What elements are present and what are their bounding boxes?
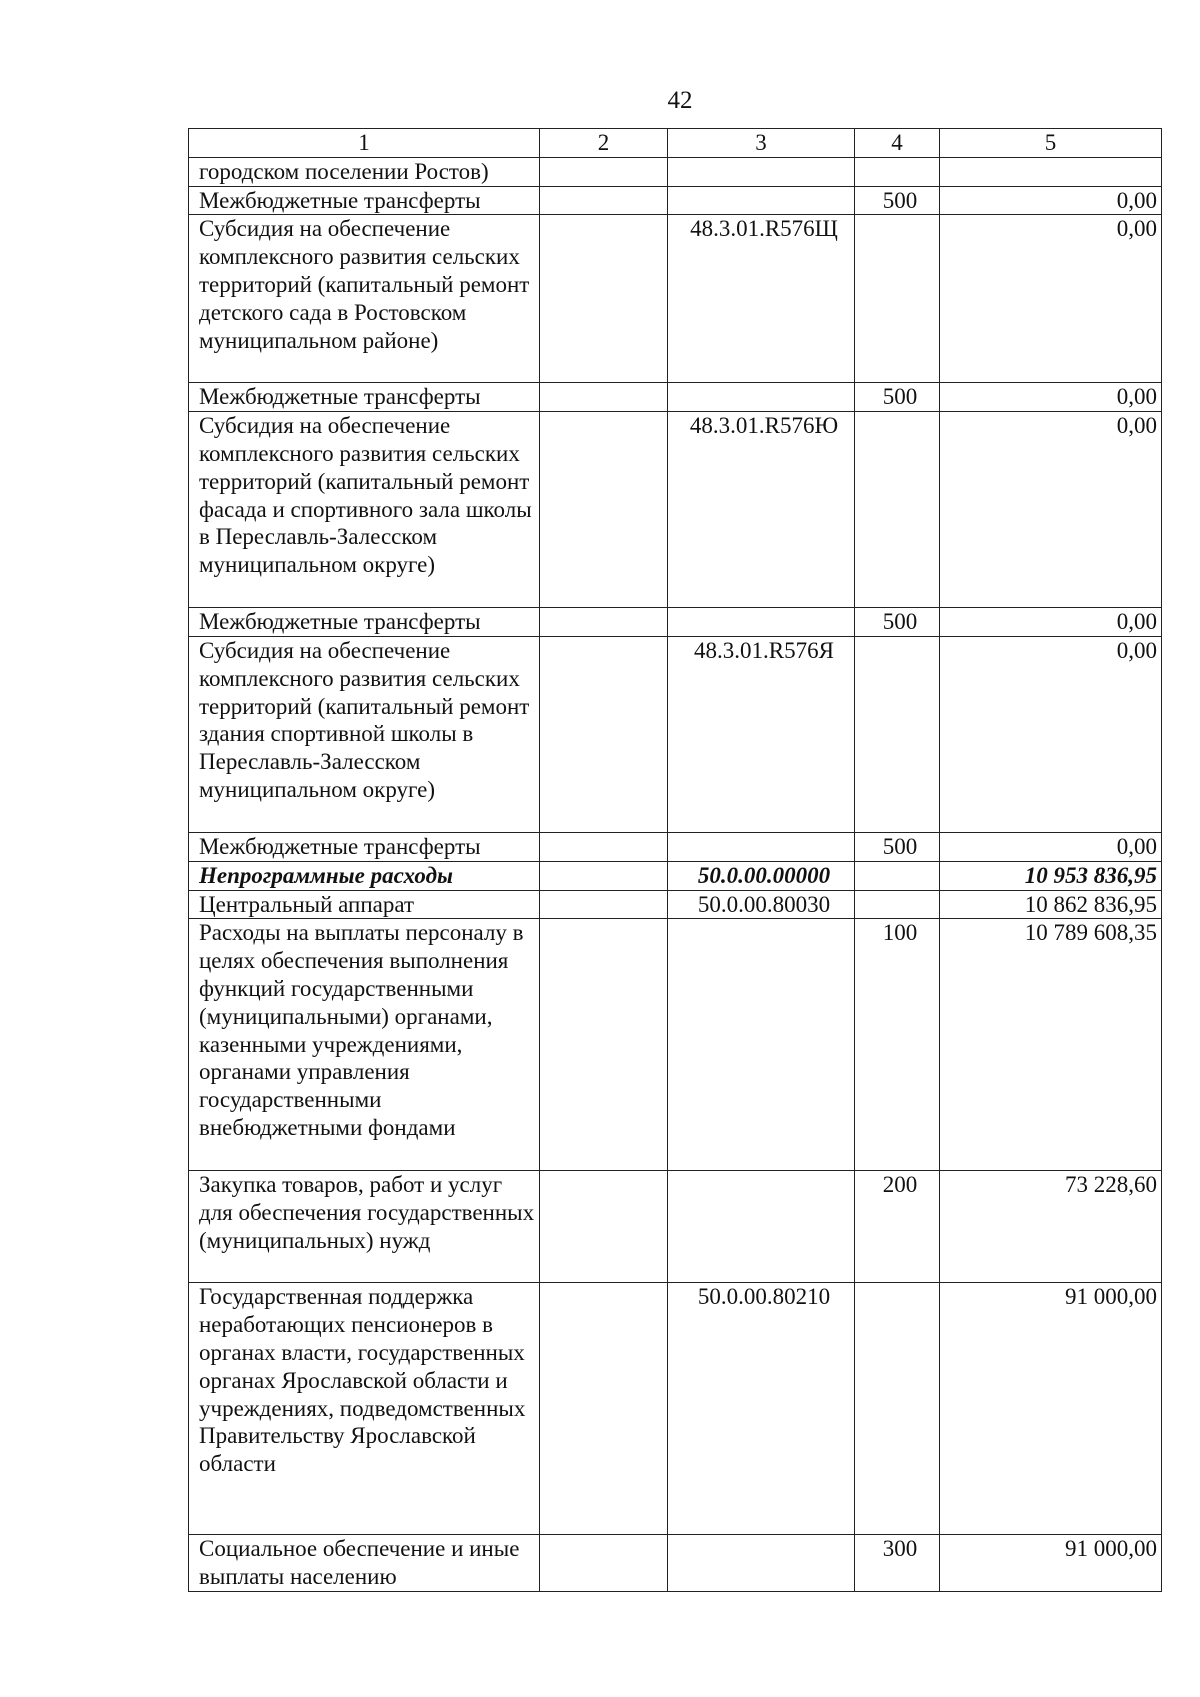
row-code: 48.3.01.R576Ю <box>668 412 855 608</box>
row-col2 <box>540 636 668 832</box>
row-name: Межбюджетные трансферты <box>189 383 540 412</box>
row-amount: 91 000,00 <box>940 1535 1162 1592</box>
row-col2 <box>540 832 668 861</box>
row-code <box>668 383 855 412</box>
row-amount: 91 000,00 <box>940 1283 1162 1535</box>
row-type <box>855 215 940 383</box>
row-name: городском поселении Ростов) <box>189 157 540 186</box>
row-name: Субсидия на обеспечение комплексного развития сельских территорий (капитальный ремонт фасада и спортивного зала школы в Переславль-Залесском муниципальном округе) <box>189 412 540 608</box>
row-amount: 0,00 <box>940 186 1162 215</box>
table-row <box>189 1283 1162 1535</box>
row-name: Центральный аппарат <box>189 890 540 919</box>
column-header-4: 4 <box>855 129 940 158</box>
row-col2 <box>540 919 668 1171</box>
row-code: 50.0.00.80030 <box>668 890 855 919</box>
row-amount: 0,00 <box>940 412 1162 608</box>
row-type <box>855 157 940 186</box>
row-col2 <box>540 186 668 215</box>
row-type <box>855 861 940 890</box>
row-name: Закупка товаров, работ и услуг для обеспечения государственных (муниципальных) нужд <box>189 1171 540 1283</box>
row-code <box>668 1171 855 1283</box>
row-name: Расходы на выплаты персоналу в целях обеспечения выполнения функций государственными (муниципальными) органами, казенными учреждениями, органами управления государственными внебюджетными фондами <box>189 919 540 1171</box>
row-name: Субсидия на обеспечение комплексного развития сельских территорий (капитальный ремонт здания спортивной школы в Переславль-Залесском муниципальном округе) <box>189 636 540 832</box>
table-row <box>189 1535 1162 1592</box>
page-number: 42 <box>667 87 693 114</box>
row-name: Межбюджетные трансферты <box>189 608 540 637</box>
table-row <box>189 383 1162 412</box>
row-amount: 0,00 <box>940 832 1162 861</box>
table-row <box>189 412 1162 608</box>
row-code <box>668 1535 855 1592</box>
row-type <box>855 636 940 832</box>
row-name: Государственная поддержка неработающих пенсионеров в органах власти, государственных органах Ярославской области и учреждениях, подведомственных Правительству Ярославской области <box>189 1283 540 1535</box>
table-row <box>189 890 1162 919</box>
table-row <box>189 832 1162 861</box>
row-type: 100 <box>855 919 940 1171</box>
row-amount: 10 862 836,95 <box>940 890 1162 919</box>
row-col2 <box>540 608 668 637</box>
row-name: Субсидия на обеспечение комплексного развития сельских территорий (капитальный ремонт детского сада в Ростовском муниципальном районе) <box>189 215 540 383</box>
row-type: 500 <box>855 186 940 215</box>
row-col2 <box>540 1535 668 1592</box>
table-row <box>189 157 1162 186</box>
row-type <box>855 1283 940 1535</box>
row-code: 50.0.00.00000 <box>668 861 855 890</box>
row-amount: 73 228,60 <box>940 1171 1162 1283</box>
table-row <box>189 186 1162 215</box>
row-col2 <box>540 1171 668 1283</box>
row-name: Межбюджетные трансферты <box>189 832 540 861</box>
row-amount: 0,00 <box>940 383 1162 412</box>
row-amount: 0,00 <box>940 636 1162 832</box>
row-type: 300 <box>855 1535 940 1592</box>
row-col2 <box>540 157 668 186</box>
row-type: 500 <box>855 383 940 412</box>
row-col2 <box>540 215 668 383</box>
row-type: 500 <box>855 608 940 637</box>
row-type: 500 <box>855 832 940 861</box>
row-code: 48.3.01.R576Я <box>668 636 855 832</box>
row-col2 <box>540 861 668 890</box>
row-amount: 10 789 608,35 <box>940 919 1162 1171</box>
row-amount: 10 953 836,95 <box>940 861 1162 890</box>
column-header-5: 5 <box>940 129 1162 158</box>
row-amount: 0,00 <box>940 215 1162 383</box>
row-code <box>668 186 855 215</box>
row-amount: 0,00 <box>940 608 1162 637</box>
column-header-3: 3 <box>668 129 855 158</box>
row-code: 48.3.01.R576Щ <box>668 215 855 383</box>
row-code <box>668 157 855 186</box>
row-name: Межбюджетные трансферты <box>189 186 540 215</box>
row-type <box>855 412 940 608</box>
table-row <box>189 215 1162 383</box>
budget-table <box>188 128 1162 1592</box>
row-col2 <box>540 412 668 608</box>
row-type: 200 <box>855 1171 940 1283</box>
table-row <box>189 1171 1162 1283</box>
table-row <box>189 919 1162 1171</box>
row-code <box>668 608 855 637</box>
row-code <box>668 832 855 861</box>
column-header-2: 2 <box>540 129 668 158</box>
row-amount <box>940 157 1162 186</box>
table-header-row <box>189 129 1162 158</box>
table-row-total <box>189 861 1162 890</box>
row-name: Непрограммные расходы <box>189 861 540 890</box>
row-type <box>855 890 940 919</box>
row-col2 <box>540 383 668 412</box>
row-col2 <box>540 890 668 919</box>
row-code: 50.0.00.80210 <box>668 1283 855 1535</box>
table-row <box>189 636 1162 832</box>
row-col2 <box>540 1283 668 1535</box>
row-code <box>668 919 855 1171</box>
column-header-1: 1 <box>189 129 540 158</box>
table-row <box>189 608 1162 637</box>
row-name: Социальное обеспечение и иные выплаты населению <box>189 1535 540 1592</box>
